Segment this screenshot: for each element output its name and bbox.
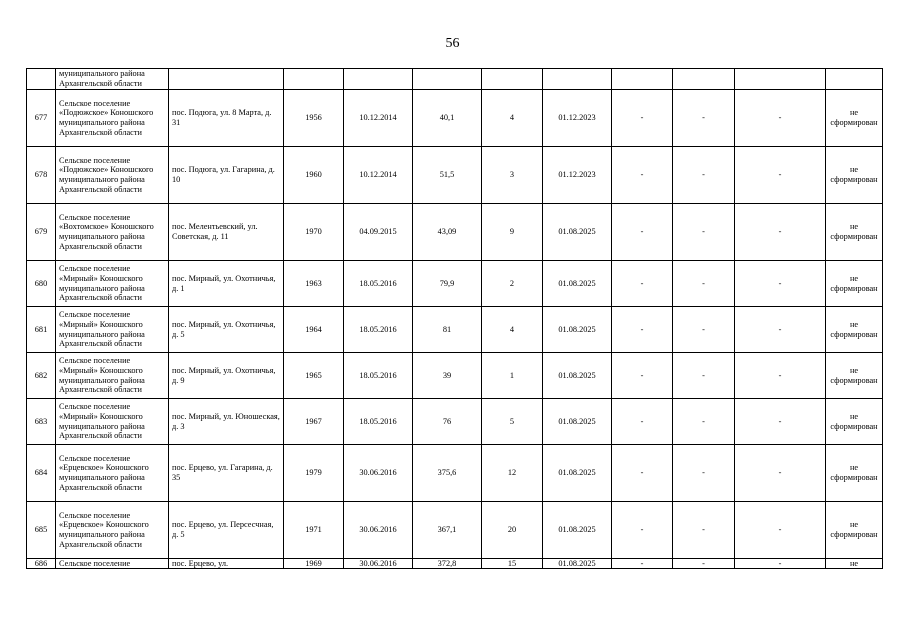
empty-cell: - bbox=[673, 90, 735, 147]
table-row bbox=[27, 353, 883, 399]
empty-cell: - bbox=[735, 353, 826, 399]
empty-cell: - bbox=[612, 559, 673, 569]
address-cell: пос. Ерцево, ул. Персесчная, д. 5 bbox=[169, 502, 284, 559]
deadline-cell: 01.08.2025 bbox=[543, 399, 612, 445]
deadline-cell: 01.08.2025 bbox=[543, 261, 612, 307]
area-cell: 81 bbox=[413, 307, 482, 353]
empty-cell: - bbox=[735, 559, 826, 569]
date-cell: 10.12.2014 bbox=[344, 147, 413, 204]
empty-cell: - bbox=[612, 307, 673, 353]
row-number-cell: 686 bbox=[27, 559, 56, 569]
empty-cell: - bbox=[612, 353, 673, 399]
row-number-cell: 683 bbox=[27, 399, 56, 445]
area-cell: 372,8 bbox=[413, 559, 482, 569]
address-cell: пос. Мирный, ул. Охотничья, д. 1 bbox=[169, 261, 284, 307]
table-row bbox=[27, 90, 883, 147]
settlement-cell: Сельское поселение «Ерцевское» Коношского муниципального района Архангельской области bbox=[56, 445, 169, 502]
row-number-cell: 684 bbox=[27, 445, 56, 502]
housing-table bbox=[26, 68, 883, 569]
area-cell: 79,9 bbox=[413, 261, 482, 307]
year-cell: 1967 bbox=[284, 399, 344, 445]
deadline-cell: 01.08.2025 bbox=[543, 445, 612, 502]
empty-cell: - bbox=[673, 559, 735, 569]
status-cell: не сформирован bbox=[826, 353, 883, 399]
table-row-continuation bbox=[27, 69, 883, 90]
deadline-cell: 01.08.2025 bbox=[543, 307, 612, 353]
table-row bbox=[27, 307, 883, 353]
year-cell: 1969 bbox=[284, 559, 344, 569]
row-number-cell: 680 bbox=[27, 261, 56, 307]
area-cell: 43,09 bbox=[413, 204, 482, 261]
date-cell: 18.05.2016 bbox=[344, 261, 413, 307]
address-cell: пос. Подюга, ул. 8 Марта, д. 31 bbox=[169, 90, 284, 147]
empty-cell: - bbox=[612, 261, 673, 307]
status-cell: не сформирован bbox=[826, 502, 883, 559]
year-cell: 1964 bbox=[284, 307, 344, 353]
residents-cell: 9 bbox=[482, 204, 543, 261]
date-cell: 30.06.2016 bbox=[344, 559, 413, 569]
row-number-cell: 678 bbox=[27, 147, 56, 204]
address-cell: пос. Мелентьевский, ул. Советская, д. 11 bbox=[169, 204, 284, 261]
deadline-cell: 01.08.2025 bbox=[543, 559, 612, 569]
year-cell: 1965 bbox=[284, 353, 344, 399]
date-cell: 18.05.2016 bbox=[344, 353, 413, 399]
row-number-cell: 679 bbox=[27, 204, 56, 261]
empty-cell: - bbox=[673, 353, 735, 399]
area-cell: 375,6 bbox=[413, 445, 482, 502]
row-number-cell: 677 bbox=[27, 90, 56, 147]
row-number-cell: 681 bbox=[27, 307, 56, 353]
row-number-cell: 682 bbox=[27, 353, 56, 399]
date-cell: 18.05.2016 bbox=[344, 307, 413, 353]
area-cell: 39 bbox=[413, 353, 482, 399]
date-cell: 10.12.2014 bbox=[344, 90, 413, 147]
area-cell: 51,5 bbox=[413, 147, 482, 204]
residents-cell: 2 bbox=[482, 261, 543, 307]
year-cell: 1956 bbox=[284, 90, 344, 147]
status-cell: не bbox=[826, 559, 883, 569]
settlement-cell: Сельское поселение «Подюжское» Коношского муниципального района Архангельской области bbox=[56, 90, 169, 147]
status-cell: не сформирован bbox=[826, 445, 883, 502]
status-cell: не сформирован bbox=[826, 399, 883, 445]
residents-cell: 20 bbox=[482, 502, 543, 559]
empty-cell: - bbox=[735, 399, 826, 445]
empty-cell: - bbox=[735, 445, 826, 502]
empty-cell: - bbox=[735, 90, 826, 147]
status-cell: не сформирован bbox=[826, 90, 883, 147]
table-row bbox=[27, 559, 883, 569]
residents-cell: 4 bbox=[482, 307, 543, 353]
date-cell: 04.09.2015 bbox=[344, 204, 413, 261]
settlement-cell: Сельское поселение «Мирный» Коношского муниципального района Архангельской области bbox=[56, 353, 169, 399]
table-row bbox=[27, 204, 883, 261]
settlement-cell: Сельское поселение bbox=[56, 559, 169, 569]
table-row bbox=[27, 399, 883, 445]
residents-cell: 15 bbox=[482, 559, 543, 569]
empty-cell: - bbox=[735, 261, 826, 307]
empty-cell: - bbox=[673, 147, 735, 204]
status-cell: не сформирован bbox=[826, 147, 883, 204]
status-cell: не сформирован bbox=[826, 261, 883, 307]
empty-cell: - bbox=[612, 90, 673, 147]
settlement-cell: Сельское поселение «Мирный» Коношского муниципального района Архангельской области bbox=[56, 261, 169, 307]
table-row bbox=[27, 261, 883, 307]
address-cell: пос. Мирный, ул. Охотничья, д. 5 bbox=[169, 307, 284, 353]
deadline-cell: 01.12.2023 bbox=[543, 147, 612, 204]
settlement-cell: Сельское поселение «Мирный» Коношского муниципального района Архангельской области bbox=[56, 307, 169, 353]
empty-cell: - bbox=[735, 147, 826, 204]
residents-cell: 1 bbox=[482, 353, 543, 399]
address-cell: пос. Мирный, ул. Юношеская, д. 3 bbox=[169, 399, 284, 445]
area-cell: 40,1 bbox=[413, 90, 482, 147]
empty-cell: - bbox=[612, 399, 673, 445]
settlement-cell: Сельское поселение «Ерцевское» Коношского муниципального района Архангельской области bbox=[56, 502, 169, 559]
status-cell: не сформирован bbox=[826, 204, 883, 261]
empty-cell: - bbox=[612, 204, 673, 261]
address-cell: пос. Ерцево, ул. Гагарина, д. 35 bbox=[169, 445, 284, 502]
empty-cell: - bbox=[673, 502, 735, 559]
status-cell: не сформирован bbox=[826, 307, 883, 353]
year-cell: 1971 bbox=[284, 502, 344, 559]
deadline-cell: 01.12.2023 bbox=[543, 90, 612, 147]
empty-cell: - bbox=[612, 502, 673, 559]
empty-cell: - bbox=[673, 445, 735, 502]
settlement-cell: Сельское поселение «Вохтомское» Коношского муниципального района Архангельской области bbox=[56, 204, 169, 261]
deadline-cell: 01.08.2025 bbox=[543, 353, 612, 399]
table-row bbox=[27, 502, 883, 559]
empty-cell: - bbox=[735, 502, 826, 559]
address-cell: пос. Мирный, ул. Охотничья, д. 9 bbox=[169, 353, 284, 399]
date-cell: 30.06.2016 bbox=[344, 502, 413, 559]
year-cell: 1960 bbox=[284, 147, 344, 204]
empty-cell: - bbox=[735, 204, 826, 261]
year-cell: 1963 bbox=[284, 261, 344, 307]
settlement-cell: муниципального района Архангельской области bbox=[56, 69, 169, 90]
row-number-cell: 685 bbox=[27, 502, 56, 559]
address-cell: пос. Подюга, ул. Гагарина, д. 10 bbox=[169, 147, 284, 204]
residents-cell: 12 bbox=[482, 445, 543, 502]
settlement-cell: Сельское поселение «Подюжское» Коношского муниципального района Архангельской области bbox=[56, 147, 169, 204]
table-row bbox=[27, 147, 883, 204]
empty-cell: - bbox=[673, 399, 735, 445]
empty-cell: - bbox=[673, 261, 735, 307]
address-cell: пос. Ерцево, ул. bbox=[169, 559, 284, 569]
residents-cell: 3 bbox=[482, 147, 543, 204]
table-row bbox=[27, 445, 883, 502]
empty-cell: - bbox=[612, 147, 673, 204]
residents-cell: 5 bbox=[482, 399, 543, 445]
area-cell: 76 bbox=[413, 399, 482, 445]
empty-cell: - bbox=[673, 204, 735, 261]
area-cell: 367,1 bbox=[413, 502, 482, 559]
empty-cell: - bbox=[612, 445, 673, 502]
deadline-cell: 01.08.2025 bbox=[543, 204, 612, 261]
date-cell: 30.06.2016 bbox=[344, 445, 413, 502]
residents-cell: 4 bbox=[482, 90, 543, 147]
page-number: 56 bbox=[445, 36, 460, 51]
year-cell: 1979 bbox=[284, 445, 344, 502]
empty-cell: - bbox=[735, 307, 826, 353]
deadline-cell: 01.08.2025 bbox=[543, 502, 612, 559]
settlement-cell: Сельское поселение «Мирный» Коношского муниципального района Архангельской области bbox=[56, 399, 169, 445]
empty-cell: - bbox=[673, 307, 735, 353]
date-cell: 18.05.2016 bbox=[344, 399, 413, 445]
year-cell: 1970 bbox=[284, 204, 344, 261]
